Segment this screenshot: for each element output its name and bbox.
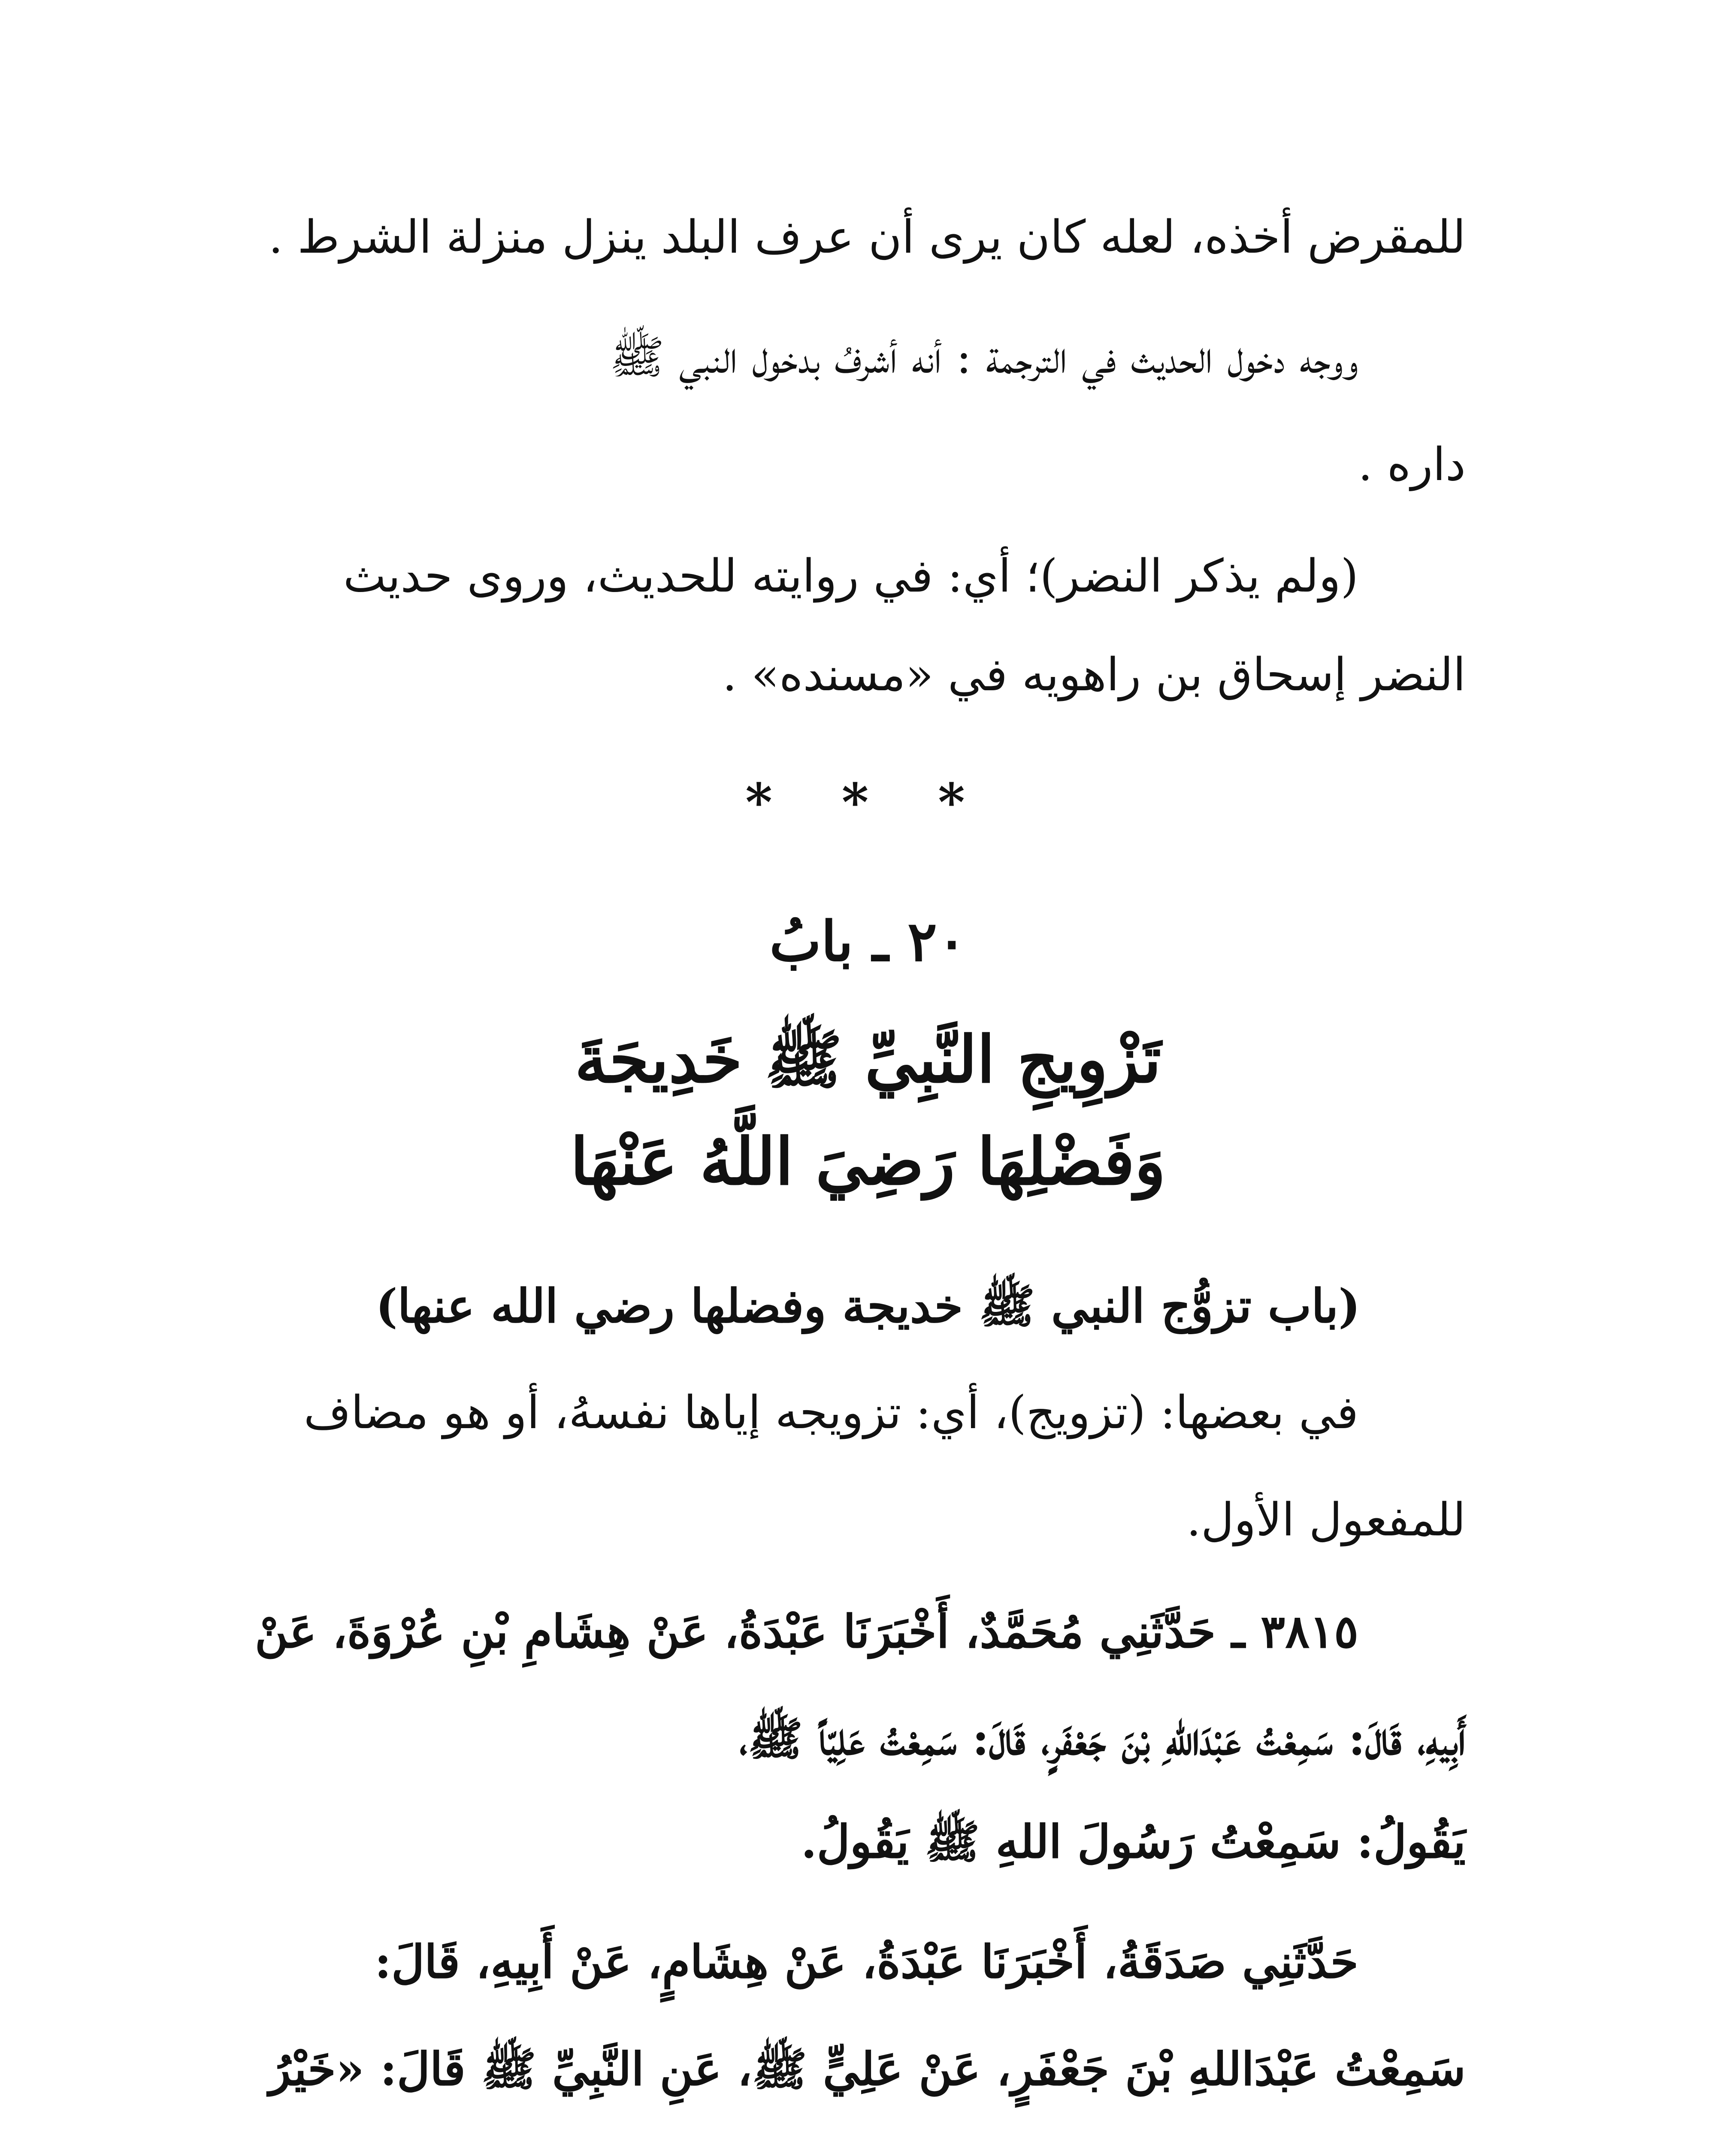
commentary-line-5: النضر إسحاق بن راهويه في «مسنده» . [722, 648, 1466, 701]
commentary-line-4: (ولم يذكر النضر)؛ أي: في روايته للحديث، وروى حديث [343, 550, 1358, 602]
hadith-line-2: أَبِيهِ، قَالَ: سَمِعْتُ عَبْدَاللهِ بْنَ جَعْفَرٍ، قَالَ: سَمِعْتُ عَلِيّاً ﷺ، [739, 1712, 1466, 1765]
commentary-line-1: للمقرض أخذه، لعله كان يرى أن عرف البلد ينزل منزلة الشرط . [268, 211, 1466, 263]
chapter-commentary-line-1: في بعضها: (تزويج)، أي: تزويجه إياها نفسهُ، أو هو مضاف [303, 1386, 1358, 1439]
section-separator: * * * [745, 772, 991, 833]
chapter-title-line-2: وَفَضْلِهَا رَضِيَ اللَّهُ عَنْهَا [570, 1124, 1166, 1199]
hadith-line-4: حَدَّثَنِي صَدَقَةُ، أَخْبَرَنَا عَبْدَةُ، عَنْ هِشَامٍ، عَنْ أَبِيهِ، قَالَ: [374, 1935, 1358, 1988]
chapter-number: ٢٠ ـ بابُ [769, 909, 967, 974]
hadith-line-5: سَمِعْتُ عَبْدَاللهِ بْنَ جَعْفَرٍ، عَنْ عَلِيٍّ ﷺ، عَنِ النَّبِيِّ ﷺ قَالَ: «خَيْرُ [269, 2042, 1466, 2096]
commentary-line-2: ووجه دخول الحديث في الترجمة : أنه أشرفُ بدخول النبي ﷺ [609, 331, 1358, 384]
chapter-title-line-1: تَزْوِيجِ النَّبِيِّ ﷺ خَدِيجَةَ [575, 1022, 1161, 1097]
hadith-line-3: يَقُولُ: سَمِعْتُ رَسُولَ اللهِ ﷺ يَقُولُ. [801, 1815, 1466, 1868]
chapter-commentary-line-2: للمفعول الأول. [1186, 1493, 1466, 1546]
commentary-line-3: داره . [1358, 438, 1466, 491]
chapter-commentary-heading: (باب تزوُّج النبي ﷺ خديجة وفضلها رضي الله عنها) [375, 1279, 1361, 1333]
hadith-line-1: ٣٨١٥ ـ حَدَّثَنِي مُحَمَّدٌ، أَخْبَرَنَا عَبْدَةُ، عَنْ هِشَامِ بْنِ عُرْوَةَ، عَنْ [254, 1604, 1358, 1658]
